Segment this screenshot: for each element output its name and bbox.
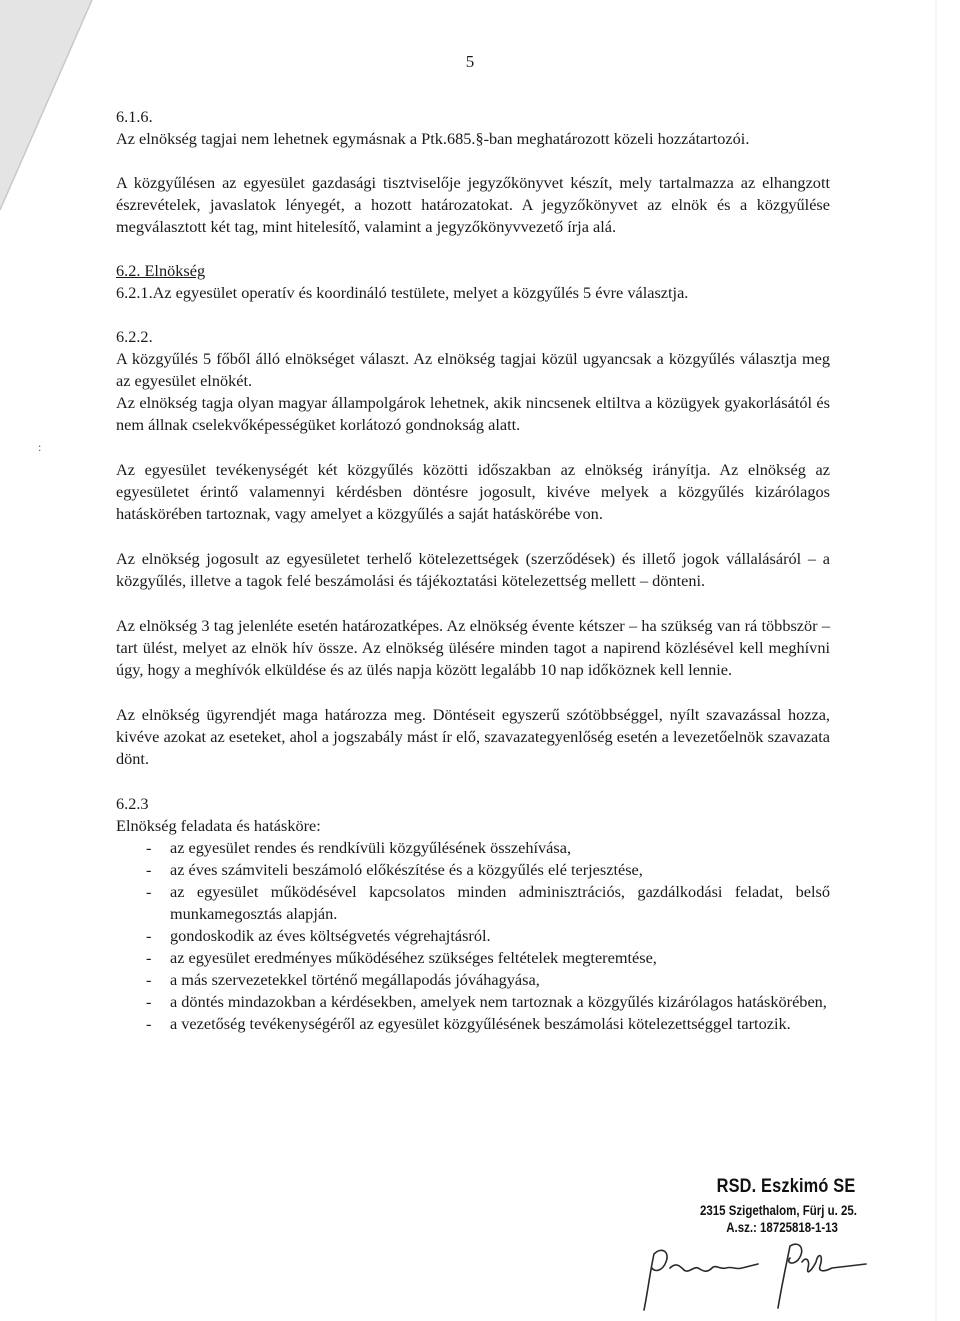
section-6-2-2-paragraph-2: Az elnökség tagja olyan magyar állampolgárok lehetnek, akik nincsenek eltiltva a közügyek gyakorlásától és nem állnak cselekvőképességüket korlátozó gondnokság alatt. xyxy=(116,393,830,434)
list-item xyxy=(116,991,830,1013)
organization-stamp xyxy=(700,1176,900,1235)
list-dash: - xyxy=(146,860,152,879)
section-6-2-1-paragraph: 6.2.1.Az egyesület operatív és koordináló testülete, melyet a közgyűlés 5 évre választja. xyxy=(116,283,689,302)
list-item-text: a döntés mindazokban a kérdésekben, amelyek nem tartoznak a közgyűlés kizárólagos hatáskörében, xyxy=(170,992,827,1011)
list-item xyxy=(116,925,830,947)
list-dash: - xyxy=(146,970,152,989)
section-6-2-3-number: 6.2.3 xyxy=(116,794,149,813)
list-item-text: az éves számviteli beszámoló előkészítése és a közgyűlés elé terjesztése, xyxy=(170,860,643,879)
task-list xyxy=(116,837,830,1035)
section-6-2-2-paragraph-4: Az elnökség jogosult az egyesületet terhelő kötelezettségek (szerződések) és illető jogok vállalásáról – a közgyűlés, illetve a tagok felé beszámolási és tájékoztatási kötelezettség mellett – dönteni. xyxy=(116,549,830,590)
list-dash: - xyxy=(146,882,152,901)
list-item xyxy=(116,881,830,925)
list-item-text: a más szervezetekkel történő megállapodás jóváhagyása, xyxy=(170,970,540,989)
section-6-2-2-paragraph-1: A közgyűlés 5 főből álló elnökséget választ. Az elnökség tagjai közül ugyancsak a közgyűlés választja meg az egyesület elnökét. xyxy=(116,349,830,390)
list-item xyxy=(116,859,830,881)
list-item-text: az egyesület rendes és rendkívüli közgyűlésének összehívása, xyxy=(170,838,572,857)
page-number: 5 xyxy=(465,52,475,71)
list-item xyxy=(116,969,830,991)
section-6-2-3-intro: Elnökség feladata és hatásköre: xyxy=(116,816,321,835)
list-item-text: az egyesület eredményes működéséhez szükséges feltételek megteremtése, xyxy=(170,948,657,967)
section-6-1-6-paragraph-1: Az elnökség tagjai nem lehetnek egymásnak a Ptk.685.§-ban meghatározott közeli hozzátartozói. xyxy=(116,129,750,148)
list-dash: - xyxy=(146,948,152,967)
list-item xyxy=(116,1013,830,1035)
section-6-1-6-number: 6.1.6. xyxy=(116,107,153,126)
list-item xyxy=(116,837,830,859)
list-dash: - xyxy=(146,1014,152,1033)
document-body xyxy=(116,106,830,1035)
handwritten-signature xyxy=(640,1232,870,1312)
stamp-tax-number: A.sz.: 18725818-1-13 xyxy=(726,1219,838,1235)
section-6-2-2-paragraph-3: Az egyesület tevékenységét két közgyűlés közötti időszakban az elnökség irányítja. Az elnökség az egyesületet érintő valamennyi kérdésben döntésre jogosult, kivéve melyek a közgyűlés kizárólagos hatáskörében tartoznak, vagy amelyet a közgyűlés a saját hatáskörébe von. xyxy=(116,460,830,523)
section-6-2-2-paragraph-6: Az elnökség ügyrendjét maga határozza meg. Döntéseit egyszerű szótöbbséggel, nyílt szavazással hozza, kivéve azokat az eseteket, ahol a jogszabály mást ír elő, szavazategyenlőség esetén a levezetőelnök szavazata dönt. xyxy=(116,705,830,768)
section-6-2-2-number: 6.2.2. xyxy=(116,327,153,346)
stamp-organization-name: RSD. Eszkimó SE xyxy=(716,1176,856,1197)
section-6-2-heading: 6.2. Elnökség xyxy=(116,261,206,280)
list-item xyxy=(116,947,830,969)
list-item-text: az egyesület működésével kapcsolatos minden adminisztrációs, gazdálkodási feladat, belső munkamegosztás alapján. xyxy=(170,882,830,923)
list-dash: - xyxy=(146,926,152,945)
stamp-address: 2315 Szigethalom, Fürj u. 25. xyxy=(700,1202,857,1218)
list-dash: - xyxy=(146,992,152,1011)
list-item-text: a vezetőség tevékenységéről az egyesület közgyűlésének beszámolási kötelezettséggel tartozik. xyxy=(170,1014,791,1033)
list-item-text: gondoskodik az éves költségvetés végrehajtásról. xyxy=(170,926,491,945)
scan-speck: : xyxy=(38,440,42,454)
section-6-2-2-paragraph-5: Az elnökség 3 tag jelenléte esetén határozatképes. Az elnökség évente kétszer – ha szükség van rá többször – tart ülést, melyet az elnök hív össze. Az elnökség ülésére minden tagot a napirend közlésével kell meghívni úgy, hogy a meghívók elküldése és az ülés napja között legalább 10 nap időköznek kell lennie. xyxy=(116,616,830,679)
section-6-1-6-paragraph-2: A közgyűlésen az egyesület gazdasági tisztviselője jegyzőkönyvet készít, mely tartalmazza az elhangzott észrevételek, javaslatok lényegét, a hozott határozatokat. A jegyzőkönyvet az elnök és a közgyűlése megválasztott két tag, mint hitelesítő, valamint a jegyzőkönyvvezető írja alá. xyxy=(116,173,830,236)
list-dash: - xyxy=(146,838,152,857)
